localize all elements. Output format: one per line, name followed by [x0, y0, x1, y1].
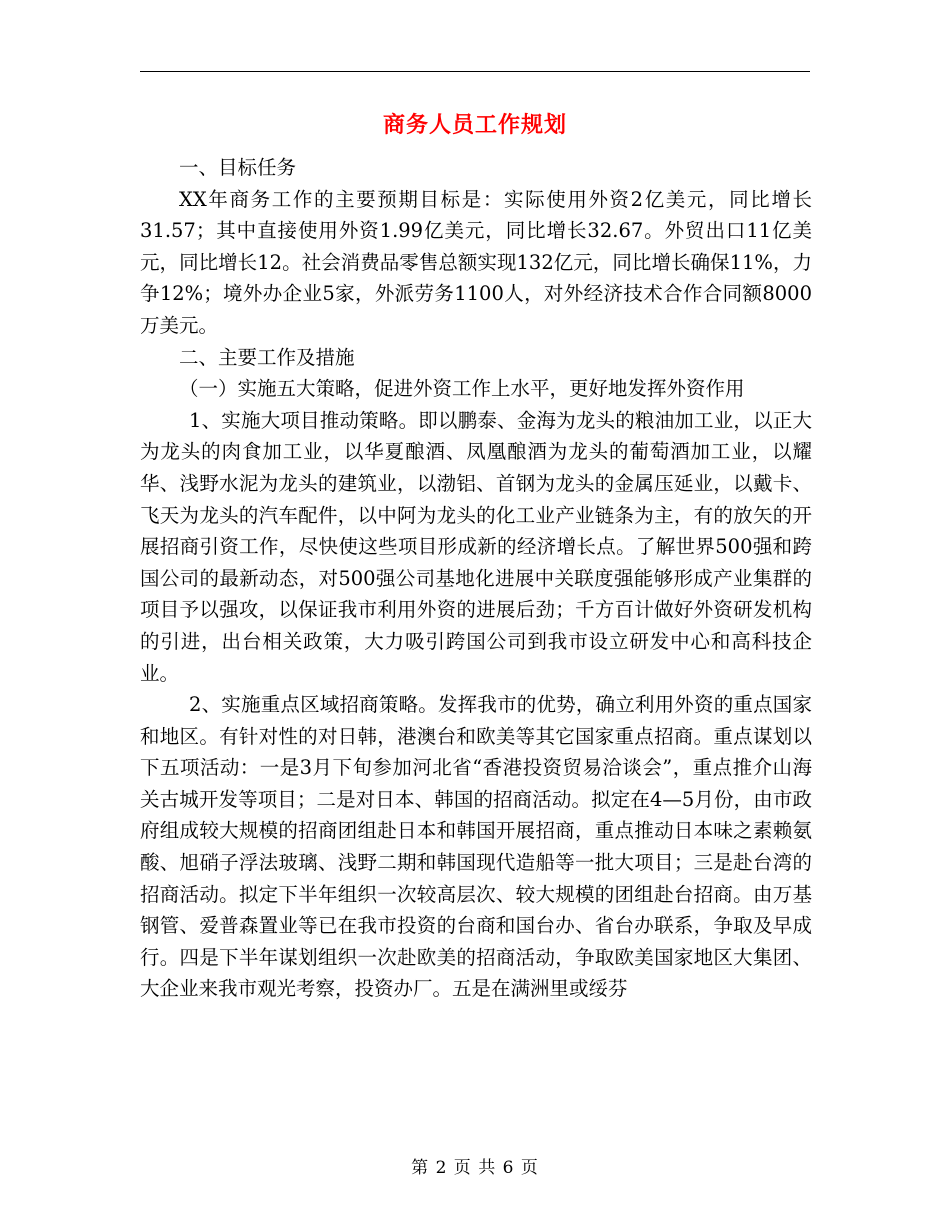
page-number: 第 2 页 共 6 页	[411, 1158, 539, 1178]
section-heading-1: 一、目标任务	[179, 156, 297, 179]
document-title: 商务人员工作规划	[382, 112, 567, 138]
paragraph-strategy-2: 2、实施重点区域招商策略。发挥我市的优势，确立利用外资的重点国家和地区。有针对性的对日韩，港澳台和欧美等其它国家重点招商。重点谋划以下五项活动：一是3月下旬参加河北省“香港投资贸易洽谈会”，重点推介山海关古城开发等项目；二是对日本、韩国的招商活动。拟定在4—5月份，由市政府组成较大规模的招商团组赴日本和韩国开展招商，重点推动日本味之素赖氨酸、旭硝子浮法玻璃、浅野二期和韩国现代造船等一批大项目；三是赴台湾的招商活动。拟定下半年组织一次较高层次、较大规模的团组赴台招商。由万基钢管、爱普森置业等已在我市投资的台商和国台办、省台办联系，争取及早成行。四是下半年谋划组织一次赴欧美的招商活动，争取欧美国家地区大集团、大企业来我市观光考察，投资办厂。五是在满洲里或绥芬	[140, 693, 812, 1001]
paragraph-targets: XX年商务工作的主要预期目标是：实际使用外资2亿美元，同比增长31.57；其中直接使用外资1.99亿美元，同比增长32.67。外贸出口11亿美元，同比增长12。社会消费品零售总额实现132亿元，同比增长确保11%，力争12%；境外办企业5家，外派劳务1100人，对外经济技术合作合同额8000万美元。	[140, 187, 812, 337]
header-rule	[140, 71, 810, 72]
subsection-heading-1: （一）实施五大策略，促进外资工作上水平，更好地发挥外资作用	[179, 377, 745, 401]
section-heading-2: 二、主要工作及措施	[179, 345, 355, 369]
paragraph-strategy-1: 1、实施大项目推动策略。即以鹏泰、金海为龙头的粮油加工业，以正大为龙头的肉食加工业，以华夏酿酒、凤凰酿酒为龙头的葡萄酒加工业，以耀华、浅野水泥为龙头的建筑业，以渤铝、首钢为龙头的金属压延业，以戴卡、飞天为龙头的汽车配件，以中阿为龙头的化工业产业链条为主，有的放矢的开展招商引资工作，尽快使这些项目形成新的经济增长点。了解世界500强和跨国公司的最新动态，对500强公司基地化进展中关联度强能够形成产业集群的项目予以强攻，以保证我市利用外资的进展后劲；千方百计做好外资研发机构的引进，出台相关政策，大力吸引跨国公司到我市设立研发中心和高科技企业。	[140, 408, 812, 685]
document-body	[140, 152, 812, 1005]
